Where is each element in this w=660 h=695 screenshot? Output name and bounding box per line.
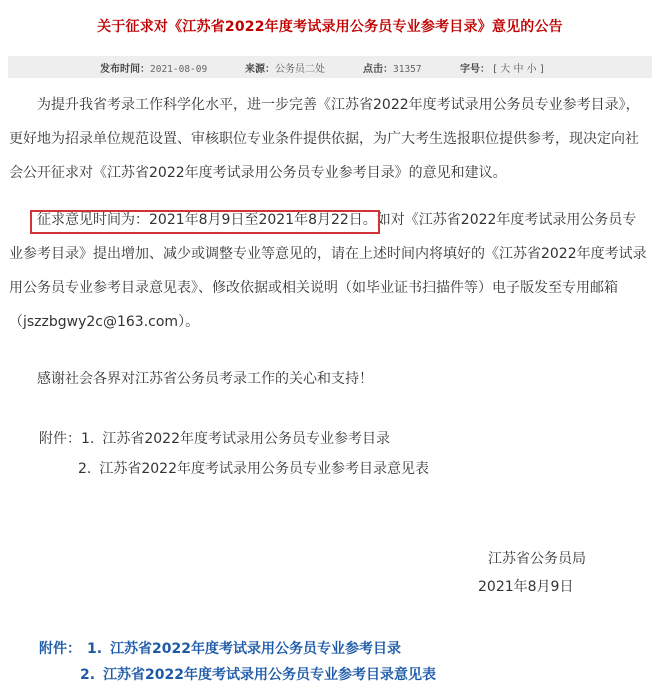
font-size-control	[460, 60, 544, 75]
font-size-large-button[interactable]: 大	[500, 64, 511, 75]
attachment-text: 江苏省2022年度考试录用公务员专业参考目录意见表	[99, 461, 429, 477]
signature-date: 2021年8月9日	[478, 579, 574, 595]
attachment-link-number: 1.	[87, 641, 103, 657]
attachment-item	[78, 458, 429, 478]
deadline-highlight-text: 征求意见时间为：2021年8月9日至2021年8月22日。	[37, 212, 377, 228]
clicks-value: 31357	[393, 64, 422, 75]
source-label: 来源：	[245, 64, 275, 75]
attachment-link-text[interactable]: 江苏省2022年度考试录用公务员专业参考目录意见表	[103, 667, 437, 683]
attachment-link-label: 附件：	[39, 641, 81, 657]
font-size-open-bracket: [	[493, 64, 498, 75]
publish-time-label: 发布时间：	[100, 64, 150, 75]
attachment-link[interactable]	[80, 664, 436, 684]
page-title: 关于征求对《江苏省2022年度考试录用公务员专业参考目录》意见的公告	[97, 19, 563, 35]
source	[245, 60, 325, 75]
attachment-label: 附件：	[39, 431, 81, 447]
paragraph-thanks: 感谢社会各界对江苏省公务员考录工作的关心和支持！	[37, 371, 373, 387]
font-size-small-button[interactable]: 小	[526, 64, 537, 75]
attachment-link-number: 2.	[80, 667, 96, 683]
attachment-text: 江苏省2022年度考试录用公务员专业参考目录	[102, 431, 390, 447]
paragraph-deadline-rest: 如对《江苏省2022年度考试录用公务员专业参考目录》提出增加、减少或调整专业等意见的，请在上述时间内将填好的《江苏省2022年度考试录用公务员专业参考目录意见表》、修改依据或相关说明（如毕业证书扫描件等）电子版发至专用邮箱（jszzbgwy2c@163.com）。	[9, 212, 647, 330]
attachment-number: 1.	[81, 431, 95, 447]
attachment-link-text[interactable]: 江苏省2022年度考试录用公务员专业参考目录	[110, 641, 402, 657]
paragraph-intro: 为提升我省考录工作科学化水平，进一步完善《江苏省2022年度考试录用公务员专业参考目录》，更好地为招录单位规范设置、审核职位专业条件提供依据，为广大考生选报职位提供参考，现决定向社会公开征求对《江苏省2022年度考试录用公务员专业参考目录》的意见和建议。	[9, 97, 640, 181]
publish-time-value: 2021-08-09	[150, 64, 208, 75]
attachment-link[interactable]	[39, 638, 401, 658]
clicks-label: 点击：	[363, 64, 393, 75]
meta-bar	[8, 56, 652, 78]
font-size-medium-button[interactable]: 中	[513, 64, 524, 75]
attachment-number: 2.	[78, 461, 92, 477]
clicks	[363, 60, 422, 75]
publish-time	[100, 60, 207, 75]
source-value: 公务员二处	[275, 64, 325, 75]
deadline-highlight-box	[30, 210, 380, 234]
signature-org: 江苏省公务员局	[488, 551, 586, 567]
font-size-label: 字号：	[460, 64, 490, 75]
attachment-item	[39, 428, 390, 448]
font-size-close-bracket: ]	[539, 64, 544, 75]
